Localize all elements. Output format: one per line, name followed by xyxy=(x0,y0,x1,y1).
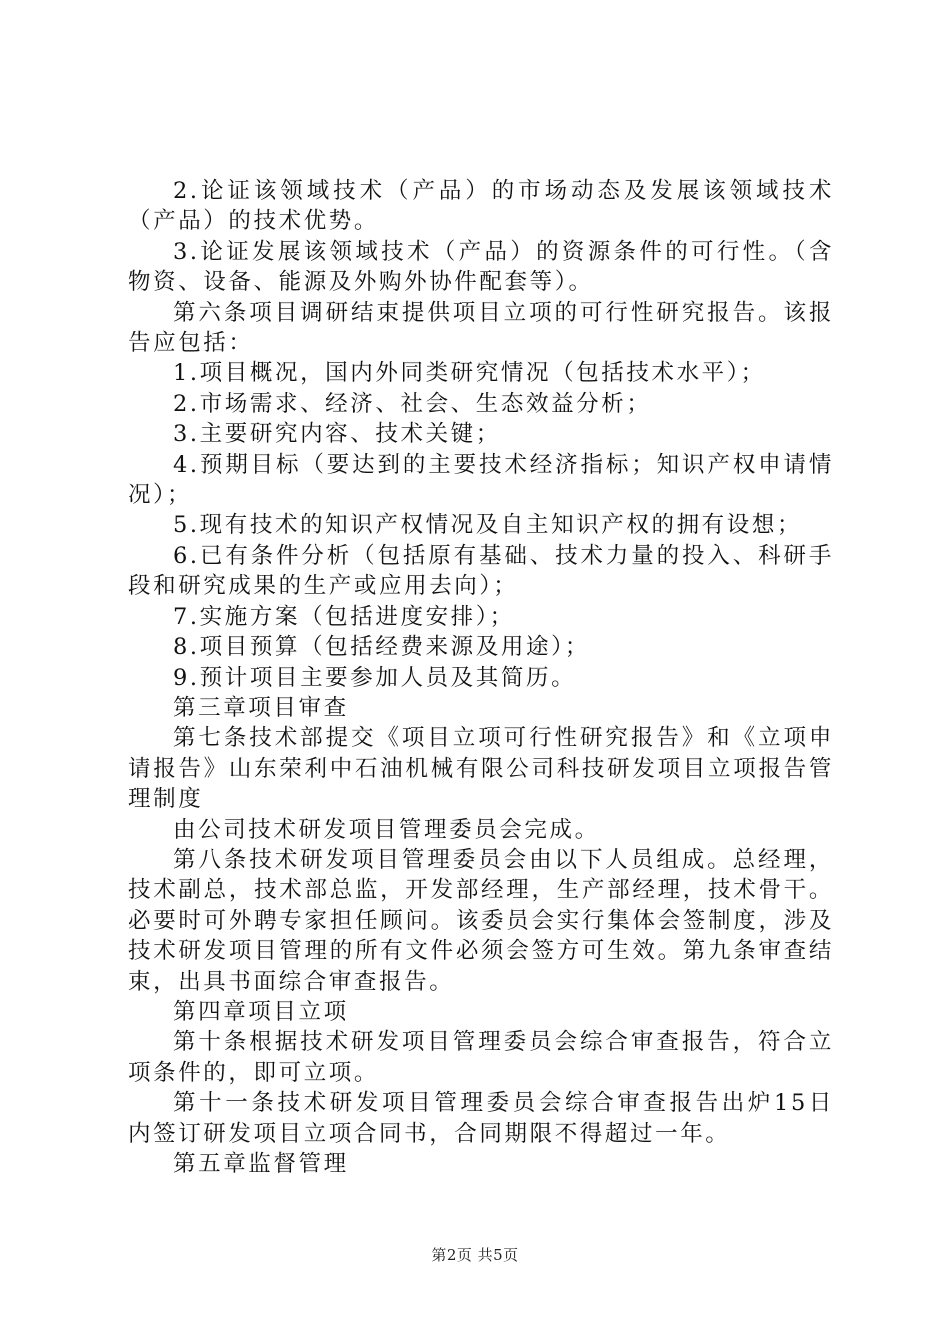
chapter-5-heading: 第五章监督管理 xyxy=(173,1151,349,1177)
report-item-8: 8.项目预算（包括经费来源及用途）； xyxy=(173,634,591,661)
report-item-2: 2.市场需求、经济、社会、生态效益分析； xyxy=(173,390,652,417)
article-7-continuation: 由公司技术研发项目管理委员会完成。 xyxy=(173,816,600,843)
report-item-9: 9.预计项目主要参加人员及其简历。 xyxy=(173,664,577,691)
report-item-4: 4.预期目标（要达到的主要技术经济指标；知识产权申请情况）； xyxy=(128,451,834,509)
article-10: 第十条根据技术研发项目管理委员会综合审查报告，符合立项条件的，即可立项。 xyxy=(128,1029,834,1086)
paragraph-item-2: 2.论证该领域技术（产品）的市场动态及发展该领域技术（产品）的技术优势。 xyxy=(128,178,834,235)
article-6: 第六条项目调研结束提供项目立项的可行性研究报告。该报告应包括： xyxy=(128,299,834,357)
chapter-3-heading: 第三章项目审查 xyxy=(173,694,349,721)
report-item-3: 3.主要研究内容、技术关键； xyxy=(173,421,501,448)
document-body xyxy=(128,176,834,1179)
article-7: 第七条技术部提交《项目立项可行性研究报告》和《立项申请报告》山东荣利中石油机械有限公司科技研发项目立项报告管理制度 xyxy=(128,725,834,813)
article-8: 第八条技术研发项目管理委员会由以下人员组成。总经理，技术副总，技术部总监，开发部经理，生产部经理，技术骨干。必要时可外聘专家担任顾问。该委员会实行集体会签制度，涉及技术研发项目管理的所有文件必须会签方可生效。第九条审查结束，出具书面综合审查报告。 xyxy=(128,846,834,995)
report-item-7: 7.实施方案（包括进度安排）； xyxy=(173,603,515,630)
chapter-4-heading: 第四章项目立项 xyxy=(173,998,349,1025)
paragraph-item-3: 3.论证发展该领域技术（产品）的资源条件的可行性。（含物资、设备、能源及外购外协件配套等）。 xyxy=(128,238,834,296)
report-item-1: 1.项目概况，国内外同类研究情况（包括技术水平）； xyxy=(173,360,766,387)
report-item-6: 6.已有条件分析（包括原有基础、技术力量的投入、科研手段和研究成果的生产或应用去向）； xyxy=(128,542,834,600)
article-11: 第十一条技术研发项目管理委员会综合审查报告出炉15日内签订研发项目立项合同书，合同期限不得超过一年。 xyxy=(128,1090,834,1147)
report-item-5: 5.现有技术的知识产权情况及自主知识产权的拥有设想； xyxy=(173,512,803,539)
page-footer: 第2页 共5页 xyxy=(431,1246,519,1264)
